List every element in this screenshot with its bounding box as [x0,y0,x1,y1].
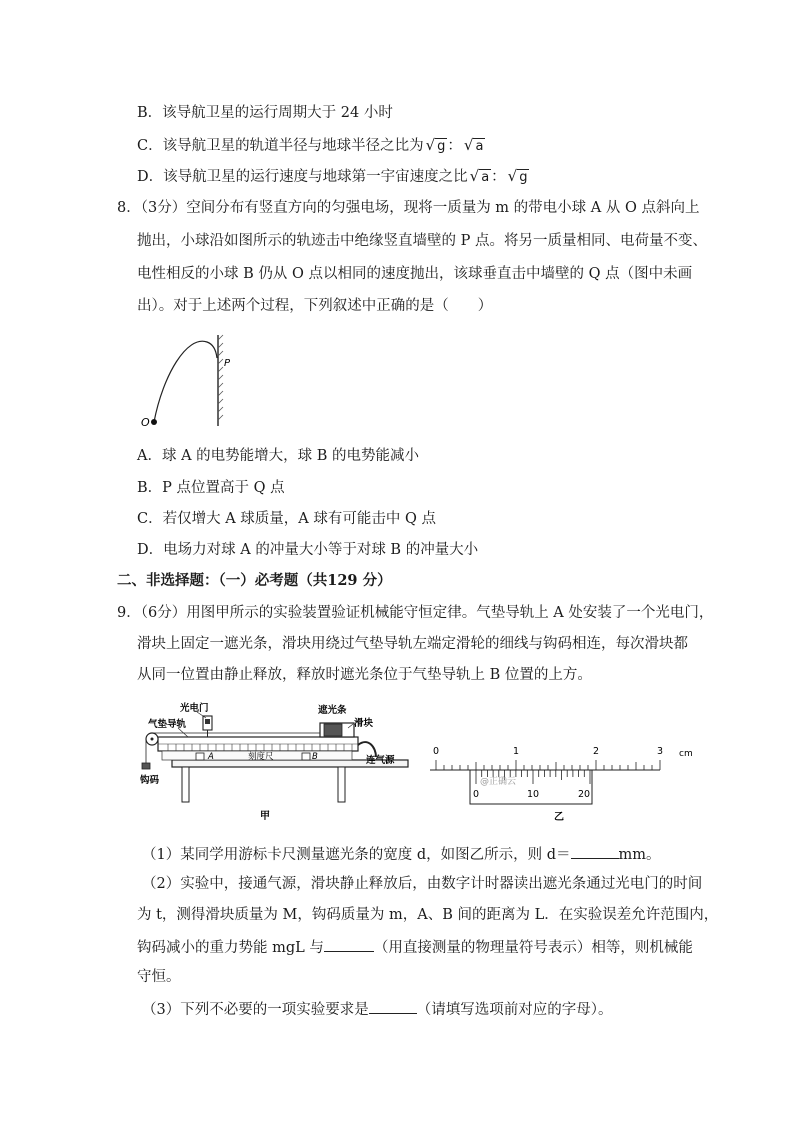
point-o-dot [151,419,157,425]
q8-stem-line-3: 电性相反的小球 B 仍从 O 点以相同的速度抛出，该球垂直击中墙壁的 Q 点（图中未画 [137,266,693,282]
q8-stem-line-2: 抛出，小球沿如图所示的轨迹击中绝缘竖直墙壁的 P 点。将另一质量相同、电荷量不变、 [137,233,707,249]
ratio-separator: ： [447,138,462,154]
answer-blank-option[interactable] [369,998,417,1014]
label-air-source: 连气源 [366,755,395,766]
q9-stem-line-3: 从同一位置由静止释放，释放时遮光条位于气垫导轨上 B 位置的上方。 [137,667,592,683]
sqrt-g-symbol: √ g [507,167,528,185]
q9-sub2-line-3 [137,936,693,958]
wall-hatching [218,335,223,420]
q9-stem-line-1: 9．（6分）用图甲所示的实验装置验证机械能守恒定律。气垫导轨上 A 处安装了一个光电门， [117,605,714,621]
q7-option-b: B．该导航卫星的运行周期大于 24 小时 [137,105,393,121]
q9-sub1-text: （1）某同学用游标卡尺测量遮光条的宽度 d，如图乙所示，则 d＝ [142,847,571,863]
label-weight: 钩码 [140,775,160,786]
table-leg-right [338,767,345,802]
main-tick-2: 2 [593,746,600,757]
q8-trajectory-figure [135,330,245,430]
ratio-separator: ： [491,169,506,185]
answer-blank-energy[interactable] [324,936,374,952]
caption-yi: 乙 [554,812,564,823]
figure-yi-vernier [430,740,710,825]
q9-sub1 [142,843,661,865]
q9-sub2-line-4: 守恒。 [137,969,181,985]
unit-label: cm [679,749,693,759]
q8-option-c: C．若仅增大 A 球质量，A 球有可能击中 Q 点 [137,511,436,527]
vernier-tick-10: 10 [527,789,540,800]
main-scale-ticks [436,760,660,770]
q7-option-d-text: D．该导航卫星的运行速度与地球第一宇宙速度之比 [137,169,468,185]
q9-sub2-line-2: 为 t，测得滑块质量为 M，钩码质量为 m，A、B 间的距离为 L．在实验误差允许范围内， [137,907,719,923]
vernier-tick-20: 20 [578,789,591,800]
caption-jia: 甲 [260,811,270,822]
q9-stem-line-2: 滑块上固定一遮光条，滑块用绕过气垫导轨左端定滑轮的细线与钩码相连，每次滑块都 [137,636,688,652]
label-slider: 滑块 [354,718,374,729]
figure-jia-air-track [140,697,420,825]
watermark: @正确云 [480,777,517,787]
sqrt-a-symbol: √ a [463,136,484,154]
answer-blank-d[interactable] [571,843,619,859]
q9-sub2-line-3a: 钩码减小的重力势能 mgL 与 [137,940,324,956]
q7-option-c-text: C．该导航卫星的轨道半径与地球半径之比为 [137,138,424,154]
main-tick-3: 3 [657,746,664,757]
q9-sub3-text: （3）下列不必要的一项实验要求是 [142,1002,369,1018]
strip-block [324,724,342,736]
q8-option-b: B．P 点位置高于 Q 点 [137,480,285,496]
table-leg-left [182,767,189,802]
main-tick-0: 0 [433,746,440,757]
sqrt-a-symbol: √ a [469,167,490,185]
q9-sub3 [142,998,612,1020]
q9-sub1-unit: mm。 [618,847,661,863]
label-photogate: 光电门 [180,703,209,714]
label-air-rail: 气垫导轨 [148,719,187,730]
q8-option-d: D．电场力对球 A 的冲量大小等于对球 B 的冲量大小 [137,542,479,558]
q8-stem-line-1: 8．（3分）空间分布有竖直方向的匀强电场，现将一质量为 m 的带电小球 A 从 O 点斜向上 [117,200,700,216]
trajectory-curve [154,341,217,422]
label-o: O [141,416,150,429]
section-heading: 二、非选择题：（一）必考题（共129 分） [117,572,392,589]
label-p: P [224,358,231,369]
label-b: B [312,752,318,762]
q9-sub2-line-1: （2）实验中，接通气源，滑块静止释放后，由数字计时器读出遮光条通过光电门的时间 [142,876,703,892]
label-strip: 遮光条 [318,705,347,716]
label-ruler: 刻度尺 [248,752,274,762]
q8-option-a: A．球 A 的电势能增大，球 B 的电势能减小 [137,448,420,464]
q7-option-d [137,166,529,188]
weight-icon [142,763,150,769]
sqrt-g-symbol: √ g [425,136,446,154]
q9-sub3-suffix: （请填写选项前对应的字母）。 [416,1002,613,1018]
vernier-tick-0: 0 [473,789,480,800]
q9-sub2-line-3b: （用直接测量的物理量符号表示）相等，则机械能 [373,940,693,956]
label-a: A [208,752,214,762]
q7-option-c [137,135,485,157]
main-tick-1: 1 [513,746,520,757]
q8-stem-line-4: 出）。对于上述两个过程，下列叙述中正确的是（ ） [137,298,493,314]
